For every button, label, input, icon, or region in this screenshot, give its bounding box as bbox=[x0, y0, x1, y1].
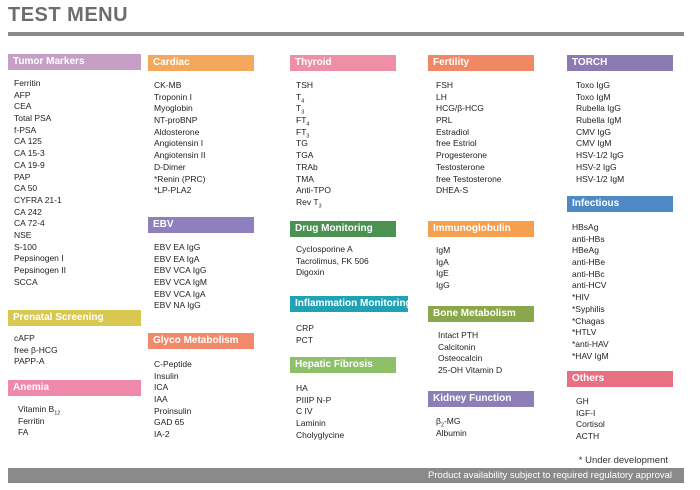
list-item: PIIIP N-P bbox=[296, 394, 332, 405]
list-item: Laminin bbox=[296, 418, 326, 429]
list-item: Total PSA bbox=[14, 113, 52, 124]
list-item: *LP-PLA2 bbox=[154, 185, 192, 196]
anemia-header: Anemia bbox=[8, 380, 141, 396]
list-item: Ferritin bbox=[14, 78, 41, 88]
list-item: HSV-1/2 IgG bbox=[576, 150, 624, 161]
tumor-markers-header: Tumor Markers bbox=[8, 54, 141, 70]
list-item: anti-HBs bbox=[572, 233, 605, 244]
list-item: Anti-TPO bbox=[296, 185, 331, 196]
drug-monitoring-header: Drug Monitoring bbox=[290, 221, 396, 237]
list-item: D-Dimer bbox=[154, 161, 186, 172]
list-item: HCG/β-HCG bbox=[436, 103, 484, 114]
list-item: Pepsinogen I bbox=[14, 253, 64, 264]
list-item: CMV IgG bbox=[576, 126, 611, 137]
list-item: Vitamin $B_{12}$ bbox=[18, 404, 61, 417]
glyco-metabolism-header: Glyco Metabolism bbox=[148, 333, 254, 349]
thyroid-header: Thyroid bbox=[290, 55, 396, 71]
list-item: C IV bbox=[296, 406, 313, 417]
list-item: TG bbox=[296, 138, 308, 149]
list-item: Myoglobin bbox=[154, 103, 193, 114]
list-item: Rev $T_3$ bbox=[296, 196, 322, 210]
list-item: CA 72-4 bbox=[14, 218, 45, 229]
list-item: TSH bbox=[296, 80, 313, 90]
fertility-list bbox=[436, 80, 502, 197]
list-item: $FT_4$ bbox=[296, 115, 310, 128]
list-item: GH bbox=[576, 396, 589, 406]
inflammation-monitoring-header: Inflammation Monitoring bbox=[290, 296, 408, 312]
list-item: anti-HCV bbox=[572, 280, 607, 291]
list-item: SCCA bbox=[14, 276, 38, 287]
list-item: Cyclosporine A bbox=[296, 244, 353, 254]
list-item: Ferritin bbox=[18, 415, 45, 426]
list-item: CA 15-3 bbox=[14, 148, 45, 159]
list-item: IgM bbox=[436, 245, 451, 255]
list-item: TGA bbox=[296, 150, 314, 161]
list-item: EBV VCA IgG bbox=[154, 265, 207, 276]
list-item: Tacrolimus, FK 506 bbox=[296, 255, 369, 266]
list-item: EBV EA IgG bbox=[154, 242, 201, 252]
drug-monitoring-list bbox=[296, 244, 369, 279]
list-item: S-100 bbox=[14, 241, 37, 252]
hepatic-fibrosis-list bbox=[296, 383, 344, 441]
fertility-header: Fertility bbox=[428, 55, 534, 71]
list-item: CA 242 bbox=[14, 206, 42, 217]
list-item: *HIV bbox=[572, 292, 590, 303]
list-item: TRAb bbox=[296, 161, 318, 172]
list-item: Cortisol bbox=[576, 419, 605, 430]
list-item: *Syphilis bbox=[572, 303, 605, 314]
list-item: free Testosterone bbox=[436, 173, 502, 184]
list-item: Albumin bbox=[436, 427, 467, 438]
cardiac-list bbox=[154, 80, 206, 197]
prenatal-screening-list bbox=[14, 333, 58, 368]
list-item: PAP bbox=[14, 171, 31, 182]
ebv-list bbox=[154, 242, 207, 312]
list-item: $\beta_2-MG$ bbox=[436, 416, 461, 429]
list-item: IGF-I bbox=[576, 407, 596, 418]
list-item: Digoxin bbox=[296, 267, 325, 278]
list-item: PAPP-A bbox=[14, 356, 45, 367]
list-item: Troponin I bbox=[154, 91, 192, 102]
list-item: FA bbox=[18, 427, 29, 438]
list-item: CYFRA 21-1 bbox=[14, 194, 62, 205]
list-item: Cholyglycine bbox=[296, 429, 345, 440]
immunoglobulin-header: Immunoglobulin bbox=[428, 221, 534, 237]
list-item: Insulin bbox=[154, 370, 179, 381]
list-item: Pepsinogen II bbox=[14, 265, 66, 275]
infectious-header: Infectious bbox=[567, 196, 673, 212]
list-item: *HAV IgM bbox=[572, 350, 609, 361]
list-item: *HTLV bbox=[572, 327, 597, 338]
list-item: f-PSA bbox=[14, 124, 37, 135]
list-item: GAD 65 bbox=[154, 417, 185, 428]
list-item: NT-proBNP bbox=[154, 115, 198, 126]
list-item: Toxo IgG bbox=[576, 80, 611, 90]
list-item: free Estriol bbox=[436, 138, 477, 149]
list-item: HA bbox=[296, 383, 308, 393]
immunoglobulin-list bbox=[436, 245, 450, 292]
list-item: EBV EA IgA bbox=[154, 253, 200, 264]
list-item: CRP bbox=[296, 323, 314, 333]
inflammation-monitoring-list bbox=[296, 323, 314, 346]
tumor-markers-list bbox=[14, 78, 66, 288]
list-item: Testosterone bbox=[436, 161, 485, 172]
list-item: *Chagas bbox=[572, 315, 605, 326]
bone-metabolism-list bbox=[438, 330, 502, 377]
bone-metabolism-header: Bone Metabolism bbox=[428, 306, 534, 322]
list-item: IA-2 bbox=[154, 429, 170, 440]
list-item: Rubella IgG bbox=[576, 103, 621, 114]
list-item: PRL bbox=[436, 115, 453, 126]
list-item: ICA bbox=[154, 382, 169, 393]
list-item: Estradiol bbox=[436, 126, 470, 137]
list-item: C-Peptide bbox=[154, 359, 192, 369]
list-item: NSE bbox=[14, 229, 32, 240]
list-item: *anti-HAV bbox=[572, 338, 609, 349]
list-item: AFP bbox=[14, 89, 31, 100]
list-item: IAA bbox=[154, 394, 168, 405]
list-item: Progesterone bbox=[436, 150, 488, 161]
list-item: ACTH bbox=[576, 431, 600, 442]
list-item: cAFP bbox=[14, 333, 35, 343]
list-item: Osteocalcin bbox=[438, 353, 483, 364]
kidney-function-header: Kidney Function bbox=[428, 391, 534, 407]
title-divider bbox=[8, 32, 684, 36]
list-item: HSV-2 IgG bbox=[576, 161, 617, 172]
list-item: Angiotensin I bbox=[154, 138, 204, 149]
list-item: anti-HBc bbox=[572, 268, 605, 279]
kidney-function-list bbox=[436, 416, 467, 439]
list-item: EBV VCA IgA bbox=[154, 288, 206, 299]
ebv-header: EBV bbox=[148, 217, 254, 233]
torch-list bbox=[576, 80, 624, 185]
list-item: EBV VCA IgM bbox=[154, 277, 207, 288]
list-item: HBsAg bbox=[572, 222, 599, 232]
cardiac-header: Cardiac bbox=[148, 55, 254, 71]
list-item: 25-OH Vitamin D bbox=[438, 365, 503, 376]
list-item: Toxo IgM bbox=[576, 91, 611, 102]
list-item: Proinsulin bbox=[154, 405, 192, 416]
list-item: $T_3$ bbox=[296, 103, 305, 117]
glyco-metabolism-list bbox=[154, 359, 192, 441]
infectious-list bbox=[572, 222, 609, 362]
list-item: TMA bbox=[296, 173, 314, 184]
list-item: CMV IgM bbox=[576, 138, 612, 149]
list-item: CA 50 bbox=[14, 183, 38, 194]
list-item: LH bbox=[436, 91, 447, 102]
list-item: *Renin (PRC) bbox=[154, 173, 206, 184]
regulatory-footer: Product availability subject to required regulatory approval bbox=[8, 468, 684, 483]
list-item: free β-HCG bbox=[14, 344, 58, 355]
thyroid-list bbox=[296, 80, 331, 209]
page-title: TEST MENU bbox=[8, 4, 129, 26]
list-item: CA 125 bbox=[14, 136, 42, 147]
list-item: $T_4$ bbox=[296, 91, 305, 105]
list-item: Rubella IgM bbox=[576, 115, 622, 126]
anemia-list bbox=[18, 404, 60, 439]
list-item: CA 19-9 bbox=[14, 159, 45, 170]
list-item: EBV NA IgG bbox=[154, 300, 201, 311]
list-item: HBeAg bbox=[572, 245, 599, 256]
list-item: IgE bbox=[436, 268, 449, 279]
list-item: $FT_3$ bbox=[296, 126, 310, 140]
list-item: Aldosterone bbox=[154, 126, 200, 137]
list-item: CK-MB bbox=[154, 80, 182, 90]
development-note: * Under development bbox=[578, 455, 668, 466]
hepatic-fibrosis-header: Hepatic Fibrosis bbox=[290, 357, 396, 373]
list-item: PCT bbox=[296, 334, 313, 345]
list-item: Intact PTH bbox=[438, 330, 479, 340]
list-item: Angiotensin II bbox=[154, 150, 206, 161]
others-header: Others bbox=[567, 371, 673, 387]
list-item: IgG bbox=[436, 280, 450, 291]
others-list bbox=[576, 396, 605, 443]
list-item: DHEA-S bbox=[436, 185, 469, 196]
torch-header: TORCH bbox=[567, 55, 673, 71]
list-item: FSH bbox=[436, 80, 453, 90]
prenatal-screening-header: Prenatal Screening bbox=[8, 310, 141, 326]
list-item: CEA bbox=[14, 101, 32, 112]
list-item: HSV-1/2 IgM bbox=[576, 173, 625, 184]
list-item: Calcitonin bbox=[438, 341, 476, 352]
list-item: anti-HBe bbox=[572, 257, 606, 268]
list-item: IgA bbox=[436, 256, 449, 267]
